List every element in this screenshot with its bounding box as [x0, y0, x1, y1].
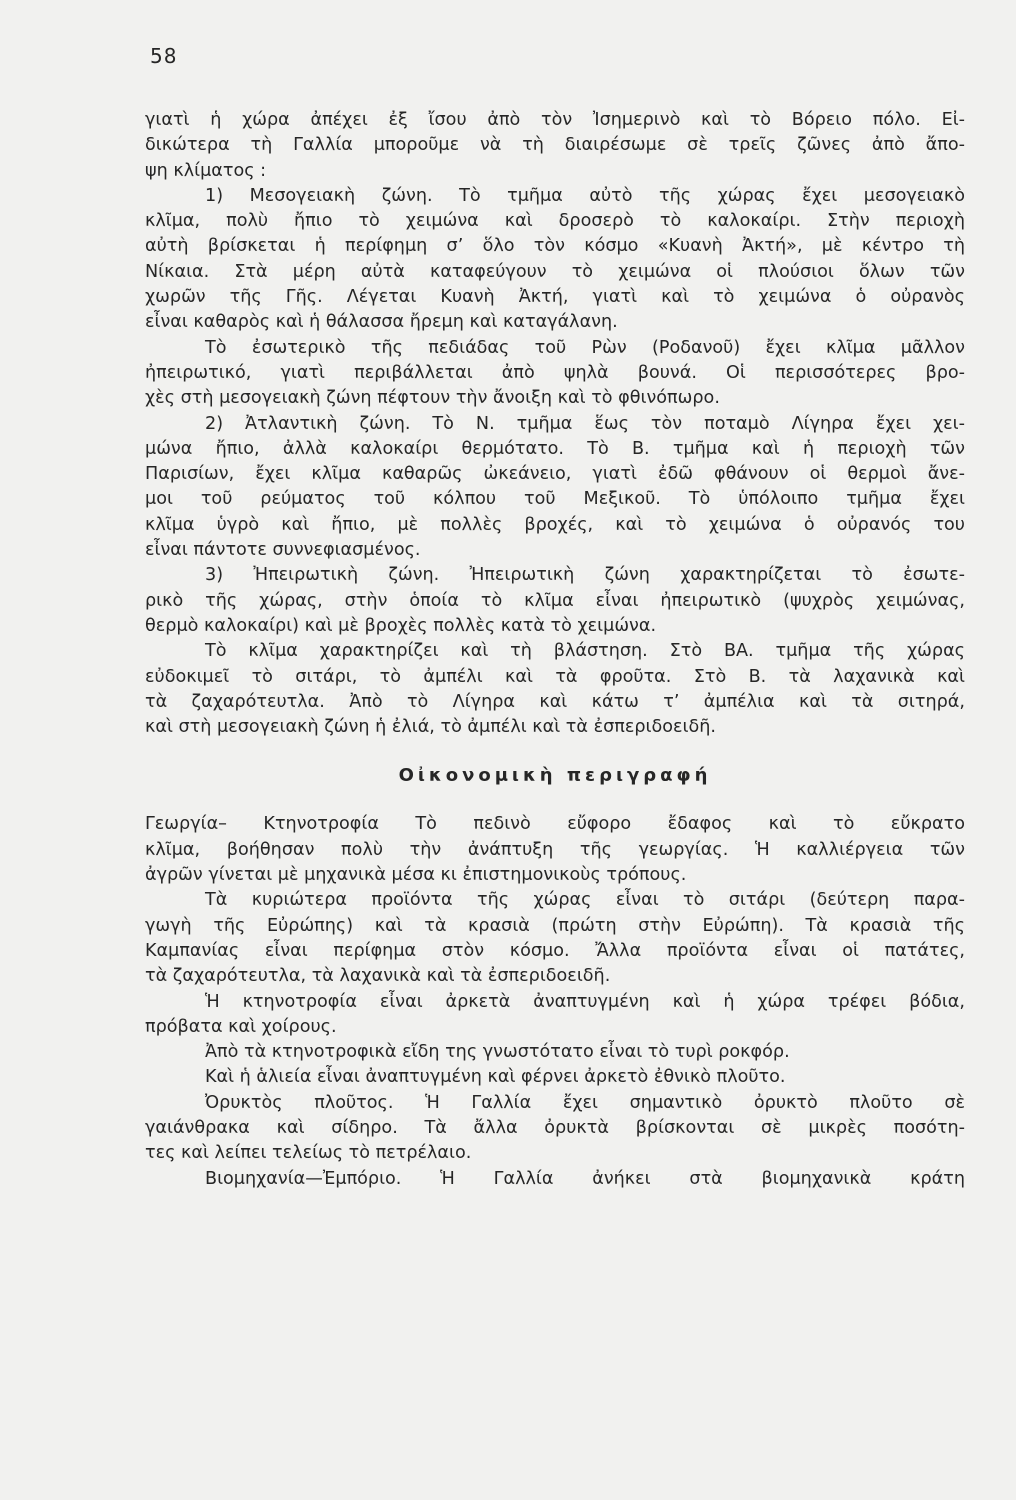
text-line: Καὶ ἡ ἁλιεία εἶναι ἀναπτυγμένη καὶ φέρνει ἀρκετὸ ἐθνικὸ πλοῦτο.	[205, 1067, 786, 1088]
text-line: 2) Ἀτλαντικὴ ζώνη. Τὸ Ν. τμῆμα ἕως τὸν ποταμὸ Λίγηρα ἔχει χει-	[205, 413, 965, 434]
text-line: μώνα ἤπιο, ἀλλὰ καλοκαίρι θερμότατο. Τὸ Β. τμῆμα καὶ ἡ περιοχὴ τῶν	[145, 438, 965, 459]
text-line: γαιάνθρακα καὶ σίδηρο. Τὰ ἄλλα ὀρυκτὰ βρίσκονται σὲ μικρὲς ποσότη-	[145, 1117, 965, 1138]
text-line: χωρῶν τῆς Γῆς. Λέγεται Κυανὴ Ἀκτή, γιατὶ καὶ τὸ χειμώνα ὁ οὐρανὸς	[145, 287, 965, 308]
text-line: Ὀρυκτὸς πλοῦτος. Ἡ Γαλλία ἔχει σημαντικὸ ὀρυκτὸ πλοῦτο σὲ	[205, 1092, 965, 1113]
text-line: Νίκαια. Στὰ μέρη αὐτὰ καταφεύγουν τὸ χειμώνα οἱ πλούσιοι ὅλων τῶν	[145, 261, 965, 282]
text-line: κλῖμα, πολὺ ἤπιο τὸ χειμώνα καὶ δροσερὸ τὸ καλοκαίρι. Στὴν περιοχὴ	[145, 211, 965, 232]
text-line: κλῖμα ὑγρὸ καὶ ἤπιο, μὲ πολλὲς βροχές, καὶ τὸ χειμώνα ὁ οὐρανός του	[145, 514, 965, 535]
text-line: τὰ ζαχαρότευτλα, τὰ λαχανικὰ καὶ τὰ ἐσπεριδοειδῆ.	[145, 966, 611, 987]
section-heading: Οἰκονομικὴ περιγραφή	[398, 765, 712, 787]
text-line: Παρισίων, ἔχει κλῖμα καθαρῶς ὠκεάνειο, γιατὶ ἐδῶ φθάνουν οἱ θερμοὶ ἄνε-	[145, 464, 965, 485]
text-line: αὐτὴ βρίσκεται ἡ περίφημη σ’ ὅλο τὸν κόσμο «Κυανὴ Ἀκτή», μὲ κέντρο τὴ	[145, 236, 965, 257]
text-line: ἀγρῶν γίνεται μὲ μηχανικὰ μέσα κι ἐπιστημονικοὺς τρόπους.	[145, 865, 687, 886]
text-line: εὐδοκιμεῖ τὸ σιτάρι, τὸ ἀμπέλι καὶ τὰ φροῦτα. Στὸ Β. τὰ λαχανικὰ καὶ	[145, 666, 965, 687]
text-line: πρόβατα καὶ χοίρους.	[145, 1016, 337, 1037]
text-line: 1) Μεσογειακὴ ζώνη. Τὸ τμῆμα αὐτὸ τῆς χώρας ἔχει μεσογειακὸ	[205, 185, 965, 206]
climate-section	[145, 108, 965, 740]
economy-section	[145, 812, 965, 1191]
text-line: Ἀπὸ τὰ κτηνοτροφικὰ εἴδη της γνωστότατο εἶναι τὸ τυρὶ ροκφόρ.	[205, 1042, 790, 1063]
text-line: Ἡ κτηνοτροφία εἶναι ἀρκετὰ ἀναπτυγμένη καὶ ἡ χώρα τρέφει βόδια,	[205, 991, 965, 1012]
text-line: δικώτερα τὴ Γαλλία μποροῦμε νὰ τὴ διαιρέσωμε σὲ τρεῖς ζῶνες ἀπὸ ἄπο-	[145, 135, 965, 156]
page-number: 58	[150, 44, 178, 68]
text-line: τες καὶ λείπει τελείως τὸ πετρέλαιο.	[145, 1143, 472, 1164]
text-line: ἠπειρωτικό, γιατὶ περιβάλλεται ἀπὸ ψηλὰ βουνά. Οἱ περισσότερες βρο-	[145, 362, 965, 383]
text-line: Βιομηχανία—Ἐμπόριο. Ἡ Γαλλία ἀνήκει στὰ βιομηχανικὰ κράτη	[205, 1168, 965, 1189]
text-line: γωγὴ τῆς Εὐρώπης) καὶ τὰ κρασιὰ (πρώτη στὴν Εὐρώπη). Τὰ κρασιὰ τῆς	[145, 915, 965, 936]
text-line: Καμπανίας εἶναι περίφημα στὸν κόσμο. Ἄλλα προϊόντα εἶναι οἱ πατάτες,	[145, 940, 965, 961]
text-line: γιατὶ ἡ χώρα ἀπέχει ἐξ ἴσου ἀπὸ τὸν Ἰσημερινὸ καὶ τὸ Βόρειο πόλο. Εἰ-	[145, 110, 965, 130]
text-body	[145, 108, 965, 1192]
text-line: εἶναι πάντοτε συννεφιασμένος.	[145, 540, 421, 561]
text-line: Τὰ κυριώτερα προϊόντα τῆς χώρας εἶναι τὸ σιτάρι (δεύτερη παρα-	[205, 890, 965, 911]
text-line: μοι τοῦ ρεύματος τοῦ κόλπου τοῦ Μεξικοῦ. Τὸ ὑπόλοιπο τμῆμα ἔχει	[145, 489, 965, 510]
text-line: χὲς στὴ μεσογειακὴ ζώνη πέφτουν τὴν ἄνοιξη καὶ τὸ φθινόπωρο.	[145, 388, 720, 409]
text-line: ρικὸ τῆς χώρας, στὴν ὁποία τὸ κλῖμα εἶναι ἠπειρωτικὸ (ψυχρὸς χειμώνας,	[145, 590, 965, 611]
text-line: 3) Ἠπειρωτικὴ ζώνη. Ἠπειρωτικὴ ζώνη χαρακτηρίζεται τὸ ἐσωτε-	[205, 565, 965, 586]
text-line: θερμὸ καλοκαίρι) καὶ μὲ βροχὲς πολλὲς κατὰ τὸ χειμώνα.	[145, 615, 657, 636]
text-line: τὰ ζαχαρότευτλα. Ἀπὸ τὸ Λίγηρα καὶ κάτω τ’ ἀμπέλια καὶ τὰ σιτηρά,	[145, 691, 965, 712]
text-line: καὶ στὴ μεσογειακὴ ζώνη ἡ ἐλιά, τὸ ἀμπέλι καὶ τὰ ἐσπεριδοειδῆ.	[145, 717, 716, 738]
text-line: ψη κλίματος :	[145, 160, 267, 181]
text-line: Γεωργία– Κτηνοτροφία Τὸ πεδινὸ εὔφορο ἔδαφος καὶ τὸ εὔκρατο	[145, 814, 965, 835]
text-line: κλῖμα, βοήθησαν πολὺ τὴν ἀνάπτυξη τῆς γεωργίας. Ἡ καλλιέργεια τῶν	[145, 839, 965, 860]
text-line: Τὸ κλῖμα χαρακτηρίζει καὶ τὴ βλάστηση. Στὸ ΒΑ. τμῆμα τῆς χώρας	[205, 641, 965, 662]
text-line: εἶναι καθαρὸς καὶ ἡ θάλασσα ἤρεμη καὶ καταγάλανη.	[145, 312, 618, 333]
text-line: Τὸ ἐσωτερικὸ τῆς πεδιάδας τοῦ Ρὼν (Ροδανοῦ) ἔχει κλῖμα μᾶλλον	[205, 337, 965, 358]
